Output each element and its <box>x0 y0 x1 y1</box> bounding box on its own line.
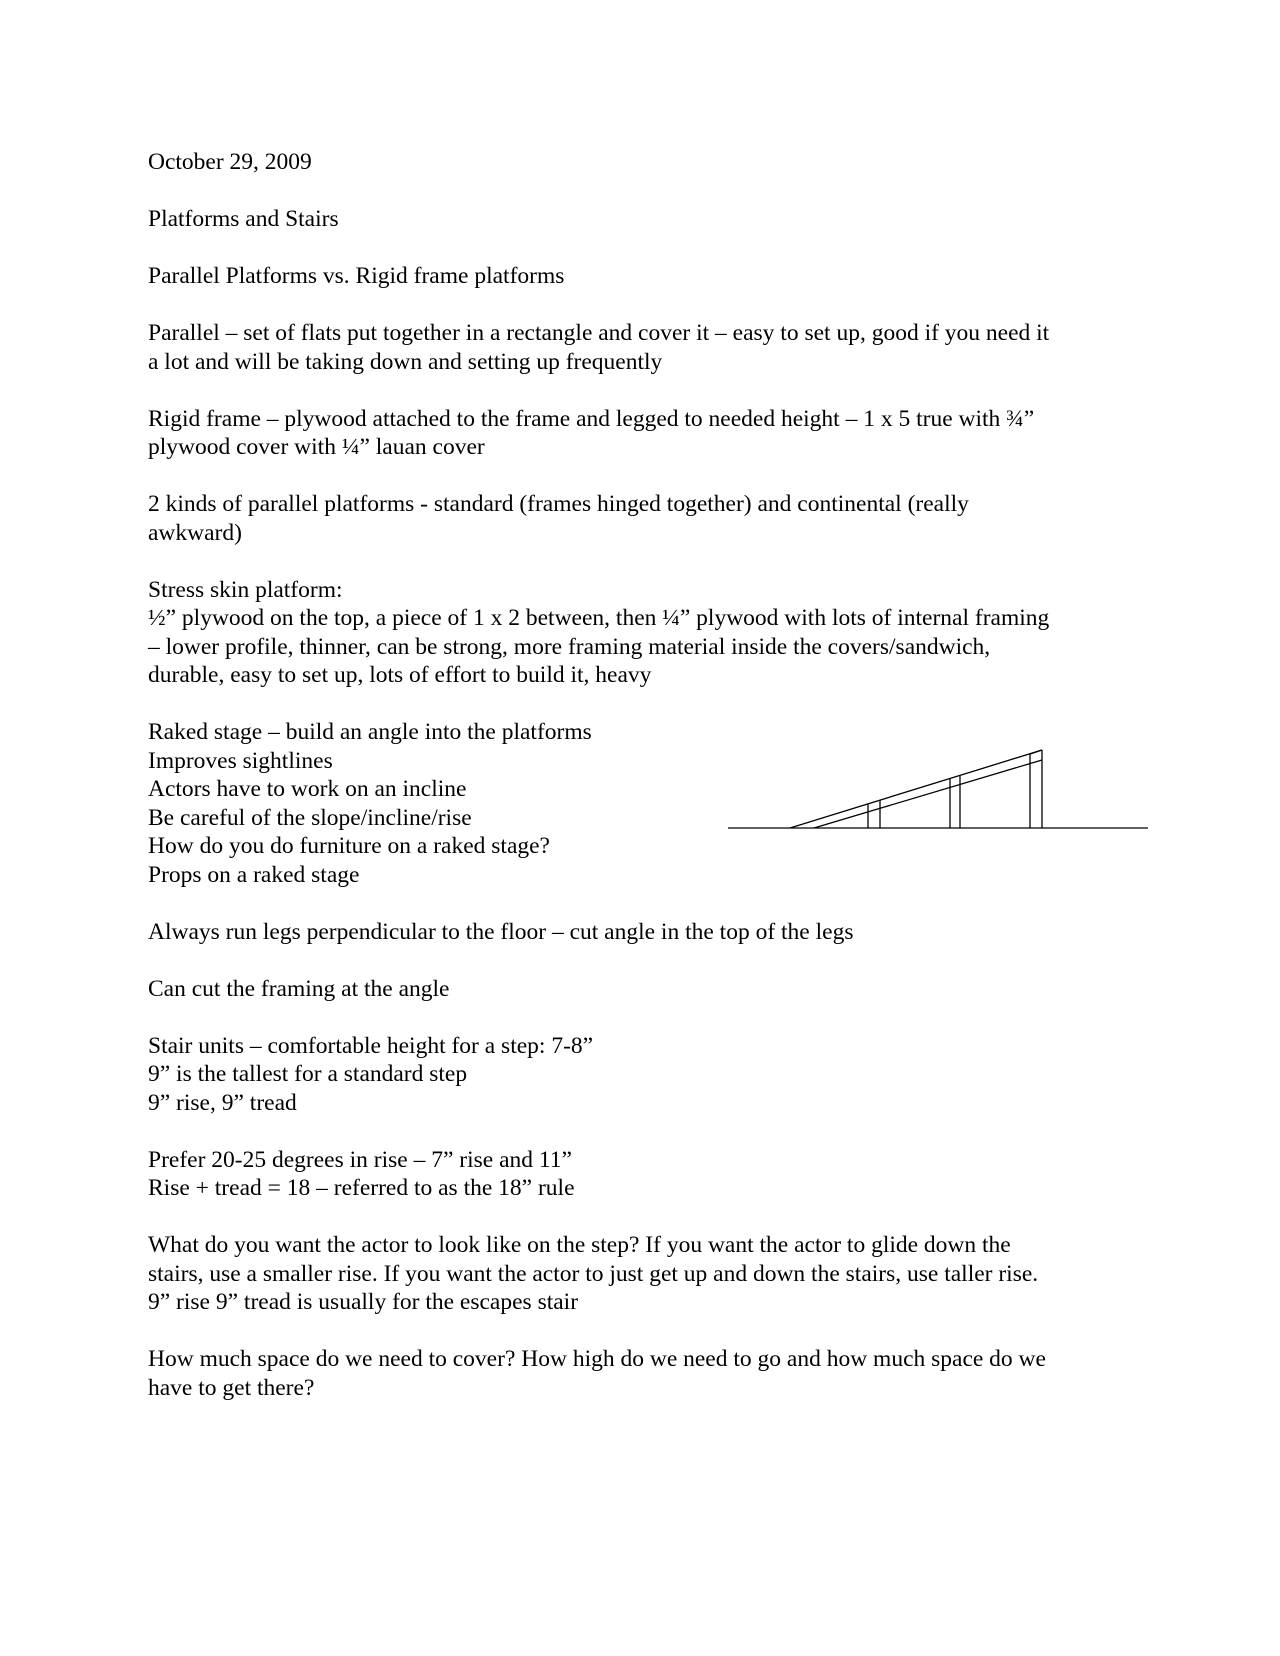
actor-step-paragraph <box>148 1231 1128 1317</box>
text-line: Improves sightlines <box>148 747 333 774</box>
text-line: have to get there? <box>148 1374 315 1401</box>
text-line: Prefer 20-25 degrees in rise – 7” rise and 11” <box>148 1146 572 1173</box>
text-line: 9” is the tallest for a standard step <box>148 1061 468 1087</box>
stair-units-paragraph <box>148 1032 1128 1118</box>
text-line: Props on a raked stage <box>148 861 360 888</box>
rear-leg-top <box>1030 750 1042 754</box>
text-line: durable, easy to set up, lots of effort to build it, heavy <box>148 662 652 688</box>
space-paragraph <box>148 1345 1128 1402</box>
platform-bottom-line <box>814 760 1042 828</box>
text-line: stairs, use a smaller rise. If you want the actor to just get up and down the stairs, use taller rise. <box>148 1260 1039 1287</box>
text-line: Rigid frame – plywood attached to the frame and legged to needed height – 1 x 5 true with ¾” <box>148 405 1035 432</box>
text-line: How much space do we need to cover? How high do we need to go and how much space do we <box>148 1346 1046 1372</box>
text-line: What do you want the actor to look like on the step? If you want the actor to glide down the <box>148 1232 1011 1258</box>
text-line: a lot and will be taking down and setting up frequently <box>148 348 663 375</box>
text-line: Stress skin platform: <box>148 576 343 603</box>
text-line: 9” rise 9” tread is usually for the escapes stair <box>148 1289 579 1315</box>
raked-stage-diagram <box>728 738 1148 842</box>
text-line: 2 kinds of parallel platforms - standard (frames hinged together) and continental (really <box>148 491 969 517</box>
raked-stage-section <box>148 718 1128 889</box>
text-line: plywood cover with ¼” lauan cover <box>148 434 485 460</box>
stress-skin-paragraph <box>148 576 1128 690</box>
text-line: Stair units – comfortable height for a step: 7-8” <box>148 1032 594 1059</box>
document-body <box>148 148 1128 1431</box>
text-line: ½” plywood on the top, a piece of 1 x 2 between, then ¼” plywood with lots of internal framing <box>148 605 1050 631</box>
text-line: Actors have to work on an incline <box>148 776 467 802</box>
text-line: Parallel – set of flats put together in a rectangle and cover it – easy to set up, good if you need it <box>148 320 1050 346</box>
document-title: Platforms and Stairs <box>148 206 339 232</box>
text-line: awkward) <box>148 519 242 546</box>
platform-kinds-paragraph <box>148 490 1128 547</box>
platform-top-line <box>790 750 1042 828</box>
document-date: October 29, 2009 <box>148 149 312 175</box>
text-line: – lower profile, thinner, can be strong, more framing material inside the covers/sandwich, <box>148 633 991 660</box>
text-line: Rise + tread = 18 – referred to as the 18” rule <box>148 1175 575 1201</box>
text-line: 9” rise, 9” tread <box>148 1089 297 1116</box>
text-line: How do you do furniture on a raked stage? <box>148 833 550 859</box>
rigid-frame-paragraph <box>148 405 1128 462</box>
legs-paragraph: Always run legs perpendicular to the floor – cut angle in the top of the legs <box>148 918 854 945</box>
text-line: Be careful of the slope/incline/rise <box>148 804 472 831</box>
parallel-paragraph <box>148 319 1128 376</box>
rise-preference-paragraph <box>148 1146 1128 1203</box>
text-line: Raked stage – build an angle into the platforms <box>148 719 592 745</box>
framing-paragraph: Can cut the framing at the angle <box>148 975 450 1002</box>
document-subtitle: Parallel Platforms vs. Rigid frame platforms <box>148 263 565 289</box>
